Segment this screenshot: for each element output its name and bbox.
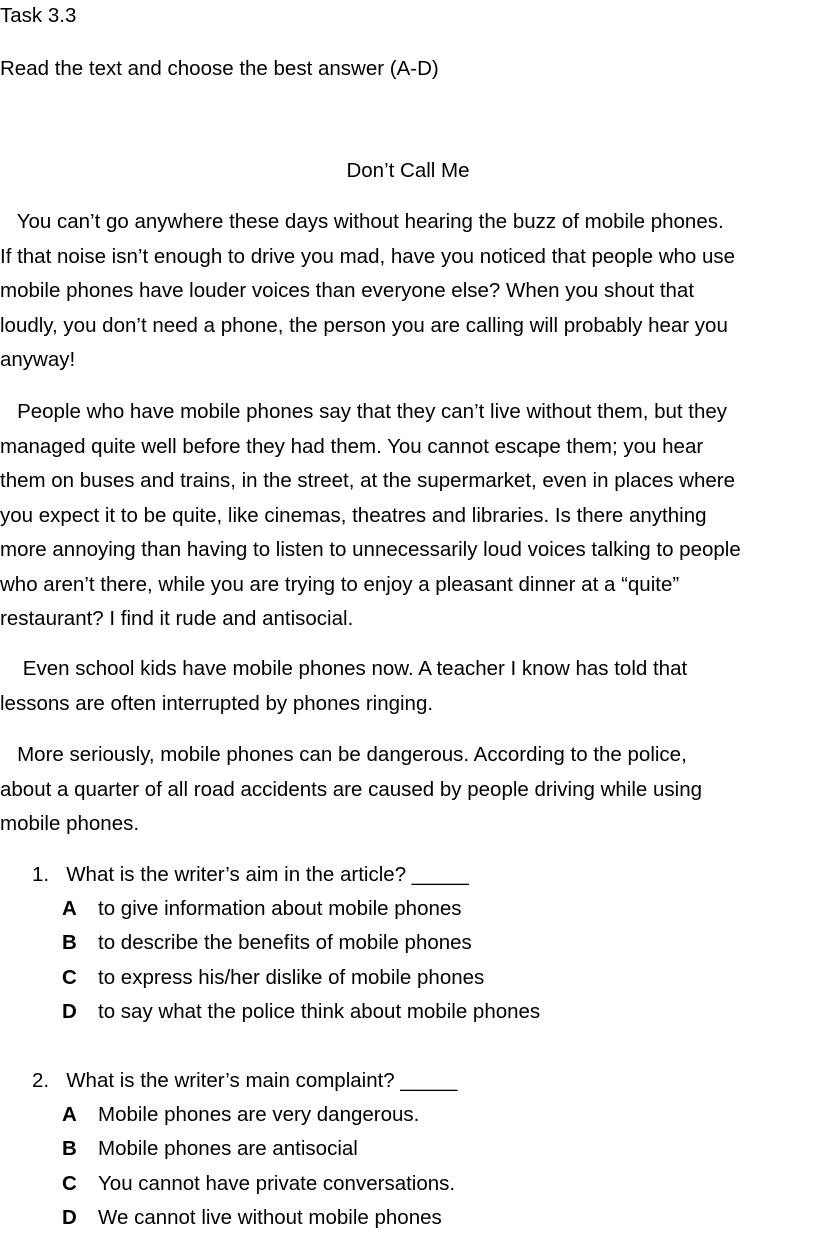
answer-option-b[interactable] <box>62 928 472 958</box>
question-number: 1. <box>32 863 50 886</box>
answer-option-d[interactable] <box>62 1203 442 1233</box>
option-text: to say what the police think about mobile phones <box>98 1000 541 1023</box>
question-2-text <box>32 1066 457 1096</box>
answer-option-a[interactable] <box>62 1100 419 1130</box>
text-line: mobile phones have louder voices than everyone else? When you shout that <box>0 279 695 302</box>
option-letter: B <box>62 1137 77 1160</box>
text-line: them on buses and trains, in the street, at the supermarket, even in places where <box>0 469 735 492</box>
option-letter: C <box>62 966 77 989</box>
question-1-text <box>32 860 469 890</box>
option-text: Mobile phones are antisocial <box>98 1137 358 1160</box>
task-instruction: Read the text and choose the best answer (A-D) <box>0 57 439 80</box>
article-paragraph-3 <box>0 652 816 721</box>
text-line: more annoying than having to listen to unnecessarily loud voices talking to people <box>0 538 741 561</box>
option-text: to give information about mobile phones <box>98 897 462 920</box>
text-line: Even school kids have mobile phones now. A teacher I know has told that <box>0 657 688 680</box>
answer-option-b[interactable] <box>62 1134 358 1164</box>
question-prompt: What is the writer’s aim in the article? _____ <box>66 863 469 886</box>
article-paragraph-1 <box>0 205 816 378</box>
text-line: If that noise isn’t enough to drive you mad, have you noticed that people who use <box>0 244 736 268</box>
option-text: Mobile phones are very dangerous. <box>98 1103 420 1126</box>
article-paragraph-2 <box>0 395 816 637</box>
option-letter: C <box>62 1172 77 1195</box>
text-line: lessons are often interrupted by phones ringing. <box>0 691 434 715</box>
text-line: You can’t go anywhere these days without hearing the buzz of mobile phones. <box>0 210 724 233</box>
text-line: loudly, you don’t need a phone, the person you are calling will probably hear you <box>0 313 728 337</box>
answer-option-d[interactable] <box>62 997 540 1027</box>
answer-option-a[interactable] <box>62 894 462 924</box>
article-paragraph-4 <box>0 738 816 842</box>
option-text: You cannot have private conversations. <box>98 1172 456 1195</box>
text-line: managed quite well before they had them. You cannot escape them; you hear <box>0 434 704 458</box>
text-line: who aren’t there, while you are trying to enjoy a pleasant dinner at a “quite” <box>0 572 680 596</box>
option-letter: D <box>62 1000 77 1023</box>
text-line: you expect it to be quite, like cinemas, theatres and libraries. Is there anything <box>0 503 707 527</box>
text-line: anyway! <box>0 348 76 371</box>
option-text: We cannot live without mobile phones <box>98 1206 442 1229</box>
answer-option-c[interactable] <box>62 1169 455 1199</box>
question-number: 2. <box>32 1069 50 1092</box>
option-text: to express his/her dislike of mobile phones <box>98 966 485 989</box>
option-text: to describe the benefits of mobile phones <box>98 931 472 954</box>
answer-option-c[interactable] <box>62 963 484 993</box>
option-letter: A <box>62 1103 77 1126</box>
option-letter: A <box>62 897 77 920</box>
text-line: People who have mobile phones say that they can’t live without them, but they <box>0 400 728 423</box>
option-letter: B <box>62 931 77 954</box>
question-prompt: What is the writer’s main complaint? _____ <box>66 1069 458 1092</box>
text-line: More seriously, mobile phones can be dangerous. According to the police, <box>0 743 687 766</box>
option-letter: D <box>62 1206 77 1229</box>
task-label: Task 3.3 <box>0 4 77 27</box>
article-title: Don’t Call Me <box>346 159 470 182</box>
text-line: mobile phones. <box>0 812 140 835</box>
text-line: restaurant? I find it rude and antisocial. <box>0 607 354 630</box>
text-line: about a quarter of all road accidents are caused by people driving while using <box>0 777 702 801</box>
